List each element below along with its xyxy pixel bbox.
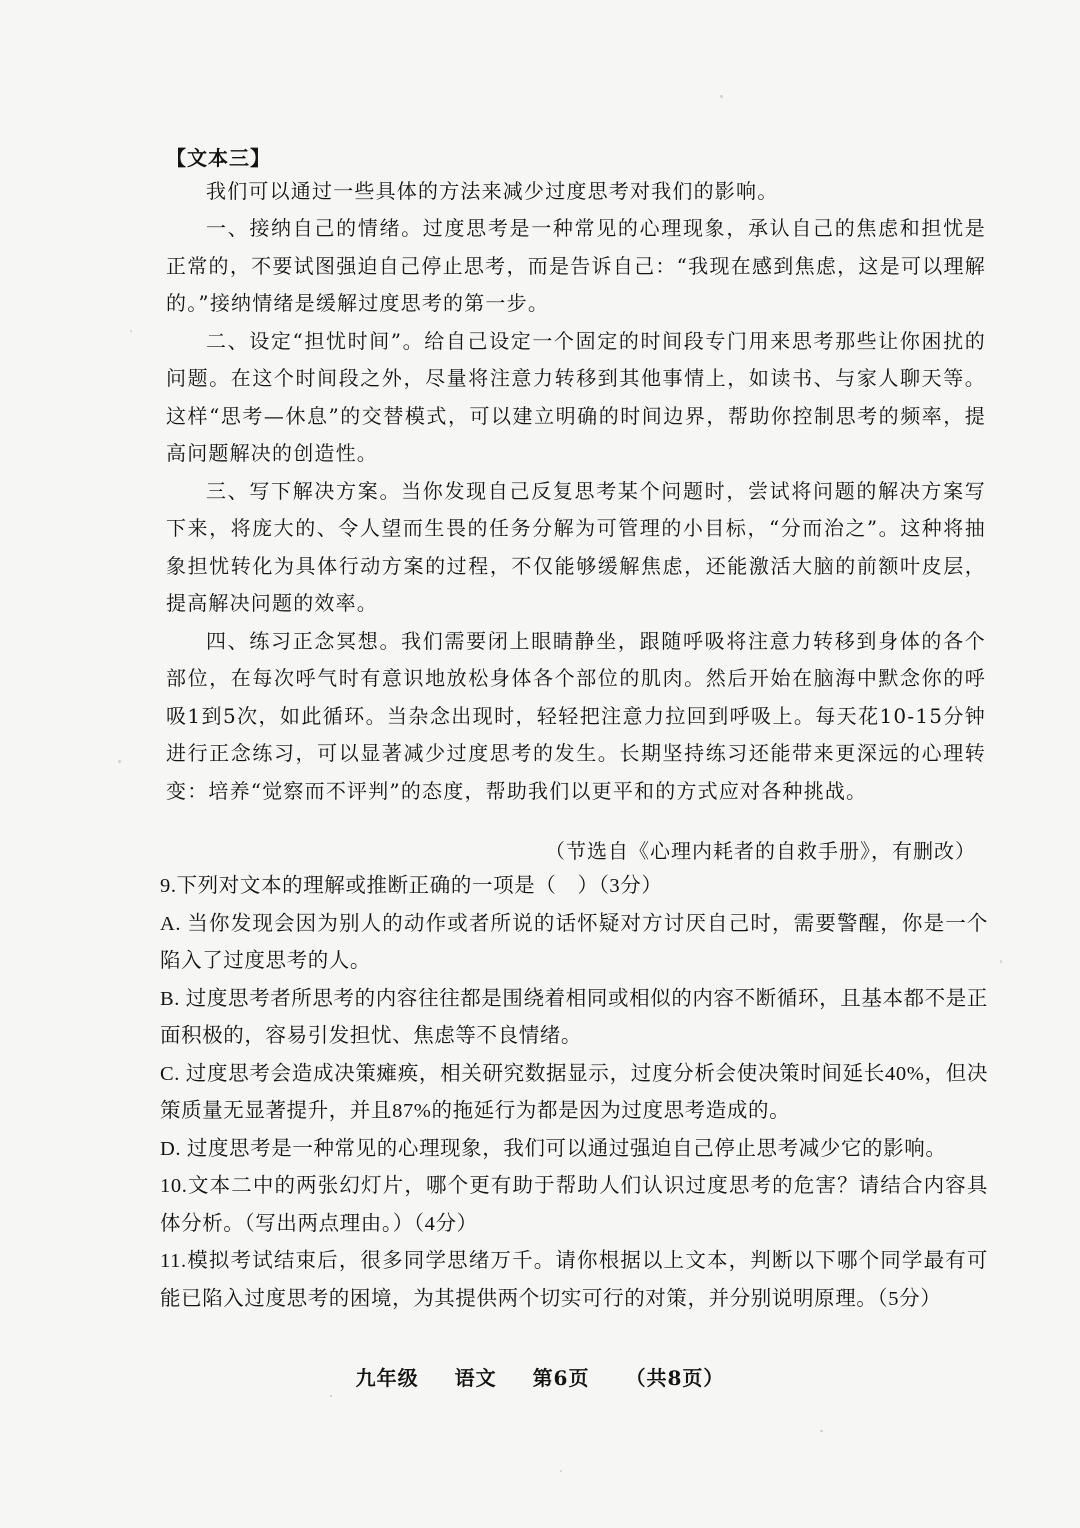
option-b: B. 过度思考者所思考的内容往往都是围绕着相同或相似的内容不断循环，且基本都不是正面积极的，容易引发担忧、焦虑等不良情绪。 — [160, 987, 988, 1047]
questions-block — [160, 868, 988, 1318]
paragraph-intro: 我们可以通过一些具体的方法来减少过度思考对我们的影响。 — [206, 179, 779, 203]
page-footer — [0, 1362, 1080, 1391]
article-body — [166, 172, 986, 810]
scan-speck — [1000, 960, 1002, 963]
paragraph-method-4: 四、练习正念冥想。我们需要闭上眼睛静坐，跟随呼吸将注意力转移到身体的各个部位，在每次呼气时有意识地放松身体各个部位的肌肉。然后开始在脑海中默念你的呼吸1到5次，如此循环。当杂念出现时，轻轻把注意力拉回到呼吸上。每天花10-15分钟进行正念练习，可以显著减少过度思考的发生。长期坚持练习还能带来更深远的心理转变：培养“觉察而不评判”的态度，帮助我们以更平和的方式应对各种挑战。 — [166, 628, 986, 803]
question-9: 9.下列对文本的理解或推断正确的一项是（ ）（3分） — [160, 875, 663, 897]
scan-speck — [820, 1430, 823, 1432]
scan-speck — [130, 330, 132, 332]
scan-speck — [330, 1395, 332, 1397]
footer-grade: 九年级 — [355, 1366, 419, 1390]
question-10: 10.文本二中的两张幻灯片，哪个更有助于帮助人们认识过度思考的危害？请结合内容具体分析。（写出两点理由。）（4分） — [160, 1175, 988, 1235]
paragraph-method-2: 二、设定“担忧时间”。给自己设定一个固定的时间段专门用来思考那些让你困扰的问题。在这个时间段之外，尽量将注意力转移到其他事情上，如读书、与家人聊天等。这样“思考—休息”的交替模式，可以建立明确的时间边界，帮助你控制思考的频率，提高问题解决的创造性。 — [166, 328, 986, 465]
footer-page: 第6页 — [532, 1366, 590, 1390]
footer-subject: 语文 — [454, 1366, 497, 1390]
section-title: 【文本三】 — [166, 146, 271, 170]
source-citation: （节选自《心理内耗者的自救手册》，有删改） — [545, 839, 976, 863]
option-a: A. 当你发现会因为别人的动作或者所说的话怀疑对方讨厌自己时，需要警醒，你是一个陷入了过度思考的人。 — [160, 912, 988, 972]
scan-speck — [118, 760, 121, 763]
scan-speck — [720, 95, 723, 98]
scan-speck — [560, 1470, 562, 1472]
option-c: C. 过度思考会造成决策瘫痪，相关研究数据显示，过度分析会使决策时间延长40%，但决策质量无显著提升，并且87%的拖延行为都是因为过度思考造成的。 — [160, 1062, 988, 1122]
paragraph-method-1: 一、接纳自己的情绪。过度思考是一种常见的心理现象，承认自己的焦虑和担忧是正常的，不要试图强迫自己停止思考，而是告诉自己：“我现在感到焦虑，这是可以理解的。”接纳情绪是缓解过度思考的第一步。 — [166, 216, 986, 315]
option-d: D. 过度思考是一种常见的心理现象，我们可以通过强迫自己停止思考减少它的影响。 — [160, 1137, 947, 1160]
question-11: 11.模拟考试结束后，很多同学思绪万千。请你根据以上文本，判断以下哪个同学最有可能已陷入过度思考的困境，为其提供两个切实可行的对策，并分别说明原理。（5分） — [160, 1250, 988, 1310]
footer-total: （共8页） — [625, 1366, 725, 1390]
paragraph-method-3: 三、写下解决方案。当你发现自己反复思考某个问题时，尝试将问题的解决方案写下来，将庞大的、令人望而生畏的任务分解为可管理的小目标，“分而治之”。这种将抽象担忧转化为具体行动方案的过程，不仅能够缓解焦虑，还能激活大脑的前额叶皮层，提高解决问题的效率。 — [166, 478, 986, 615]
